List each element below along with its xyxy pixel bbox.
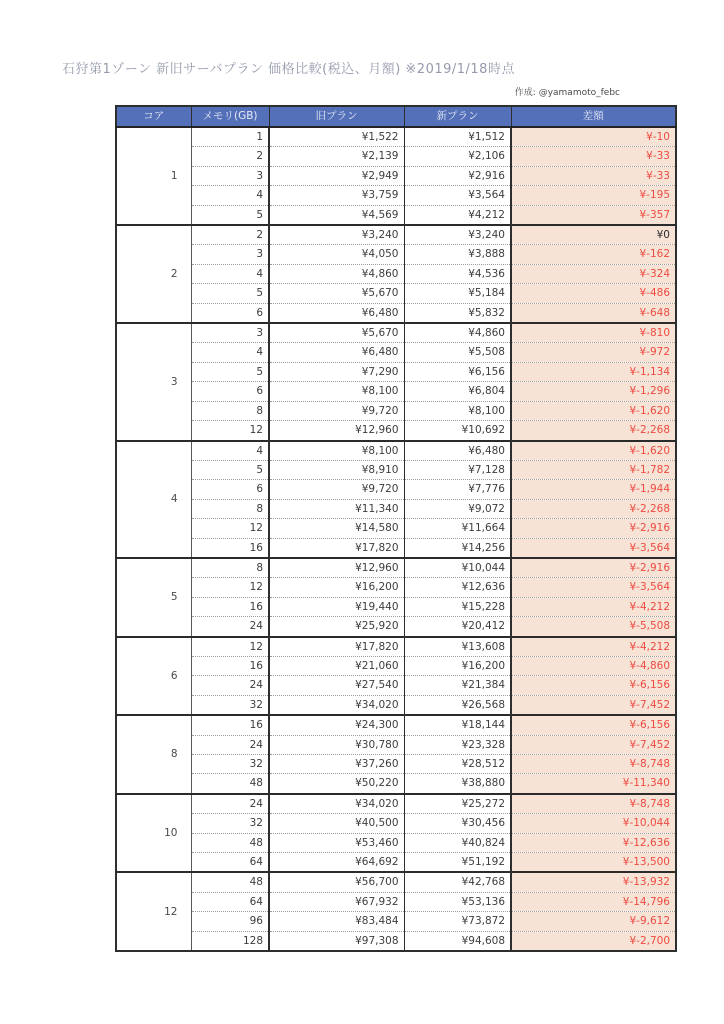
new-plan-price: ¥26,568	[404, 695, 511, 715]
new-plan-price: ¥40,824	[404, 833, 511, 852]
old-plan-price: ¥27,540	[269, 676, 404, 695]
new-plan-price: ¥51,192	[404, 853, 511, 873]
diff-value: ¥-4,860	[511, 656, 676, 675]
diff-value: ¥-486	[511, 284, 676, 303]
new-plan-price: ¥28,512	[404, 755, 511, 774]
diff-value: ¥-1,620	[511, 441, 676, 461]
memory-value: 32	[191, 814, 269, 833]
memory-value: 16	[191, 715, 269, 735]
memory-value: 96	[191, 912, 269, 931]
diff-value: ¥0	[511, 225, 676, 245]
old-plan-price: ¥11,340	[269, 499, 404, 518]
table-row	[116, 892, 676, 911]
old-plan-price: ¥2,949	[269, 166, 404, 185]
table-row	[116, 343, 676, 362]
table-row	[116, 617, 676, 637]
table-row	[116, 303, 676, 323]
table-row	[116, 872, 676, 892]
diff-value: ¥-14,796	[511, 892, 676, 911]
memory-value: 2	[191, 147, 269, 166]
new-plan-price: ¥8,100	[404, 401, 511, 420]
memory-value: 3	[191, 323, 269, 343]
memory-value: 128	[191, 931, 269, 951]
diff-value: ¥-162	[511, 245, 676, 264]
table-row	[116, 147, 676, 166]
diff-value: ¥-4,212	[511, 637, 676, 657]
diff-value: ¥-972	[511, 343, 676, 362]
core-value: 12	[116, 872, 191, 951]
table-row	[116, 186, 676, 205]
memory-value: 64	[191, 853, 269, 873]
table-row	[116, 519, 676, 538]
old-plan-price: ¥24,300	[269, 715, 404, 735]
new-plan-price: ¥11,664	[404, 519, 511, 538]
diff-value: ¥-13,932	[511, 872, 676, 892]
table-row	[116, 695, 676, 715]
old-plan-price: ¥16,200	[269, 578, 404, 597]
table-row	[116, 538, 676, 558]
core-value: 3	[116, 323, 191, 440]
new-plan-price: ¥18,144	[404, 715, 511, 735]
diff-value: ¥-3,564	[511, 578, 676, 597]
memory-value: 12	[191, 519, 269, 538]
diff-value: ¥-8,748	[511, 794, 676, 814]
new-plan-price: ¥23,328	[404, 735, 511, 754]
diff-value: ¥-195	[511, 186, 676, 205]
new-plan-price: ¥5,508	[404, 343, 511, 362]
new-plan-price: ¥3,240	[404, 225, 511, 245]
old-plan-price: ¥1,522	[269, 127, 404, 147]
memory-value: 48	[191, 833, 269, 852]
old-plan-price: ¥4,860	[269, 264, 404, 283]
old-plan-price: ¥4,050	[269, 245, 404, 264]
diff-value: ¥-33	[511, 166, 676, 185]
memory-value: 48	[191, 872, 269, 892]
old-plan-price: ¥17,820	[269, 538, 404, 558]
new-plan-price: ¥1,512	[404, 127, 511, 147]
table-row	[116, 441, 676, 461]
new-plan-price: ¥14,256	[404, 538, 511, 558]
old-plan-price: ¥6,480	[269, 343, 404, 362]
core-value: 5	[116, 558, 191, 637]
memory-value: 48	[191, 774, 269, 794]
new-plan-price: ¥20,412	[404, 617, 511, 637]
table-row	[116, 833, 676, 852]
new-plan-price: ¥6,480	[404, 441, 511, 461]
memory-value: 12	[191, 637, 269, 657]
diff-value: ¥-1,296	[511, 382, 676, 401]
new-plan-price: ¥38,880	[404, 774, 511, 794]
old-plan-price: ¥8,100	[269, 382, 404, 401]
new-plan-price: ¥12,636	[404, 578, 511, 597]
diff-value: ¥-1,782	[511, 460, 676, 479]
memory-value: 32	[191, 755, 269, 774]
diff-value: ¥-2,268	[511, 421, 676, 441]
old-plan-price: ¥50,220	[269, 774, 404, 794]
core-value: 4	[116, 441, 191, 558]
diff-value: ¥-7,452	[511, 695, 676, 715]
old-plan-price: ¥25,920	[269, 617, 404, 637]
new-plan-price: ¥6,156	[404, 362, 511, 381]
diff-value: ¥-2,700	[511, 931, 676, 951]
memory-value: 16	[191, 656, 269, 675]
memory-value: 5	[191, 284, 269, 303]
memory-value: 6	[191, 382, 269, 401]
old-plan-price: ¥34,020	[269, 695, 404, 715]
new-plan-price: ¥30,456	[404, 814, 511, 833]
table-row	[116, 715, 676, 735]
old-plan-price: ¥53,460	[269, 833, 404, 852]
old-plan-price: ¥3,759	[269, 186, 404, 205]
memory-value: 5	[191, 362, 269, 381]
core-value: 8	[116, 715, 191, 794]
core-value: 6	[116, 637, 191, 716]
memory-value: 24	[191, 794, 269, 814]
new-plan-price: ¥6,804	[404, 382, 511, 401]
old-plan-price: ¥21,060	[269, 656, 404, 675]
price-comparison-table	[115, 105, 677, 952]
memory-value: 6	[191, 303, 269, 323]
old-plan-price: ¥2,139	[269, 147, 404, 166]
memory-value: 64	[191, 892, 269, 911]
table-row	[116, 814, 676, 833]
header-memory: メモリ(GB)	[191, 106, 269, 127]
memory-value: 8	[191, 558, 269, 578]
memory-value: 5	[191, 460, 269, 479]
old-plan-price: ¥40,500	[269, 814, 404, 833]
author-credit: 作成: @yamamoto_febc	[514, 88, 620, 98]
memory-value: 4	[191, 441, 269, 461]
new-plan-price: ¥5,832	[404, 303, 511, 323]
new-plan-price: ¥16,200	[404, 656, 511, 675]
core-value: 10	[116, 794, 191, 873]
old-plan-price: ¥97,308	[269, 931, 404, 951]
old-plan-price: ¥12,960	[269, 421, 404, 441]
diff-value: ¥-5,508	[511, 617, 676, 637]
diff-value: ¥-2,268	[511, 499, 676, 518]
table-row	[116, 480, 676, 499]
memory-value: 8	[191, 401, 269, 420]
diff-value: ¥-12,636	[511, 833, 676, 852]
diff-value: ¥-6,156	[511, 676, 676, 695]
diff-value: ¥-4,212	[511, 597, 676, 616]
diff-value: ¥-10,044	[511, 814, 676, 833]
new-plan-price: ¥94,608	[404, 931, 511, 951]
new-plan-price: ¥3,888	[404, 245, 511, 264]
table-row	[116, 460, 676, 479]
old-plan-price: ¥64,692	[269, 853, 404, 873]
diff-value: ¥-324	[511, 264, 676, 283]
memory-value: 4	[191, 186, 269, 205]
new-plan-price: ¥13,608	[404, 637, 511, 657]
memory-value: 2	[191, 225, 269, 245]
old-plan-price: ¥5,670	[269, 323, 404, 343]
new-plan-price: ¥2,106	[404, 147, 511, 166]
memory-value: 8	[191, 499, 269, 518]
memory-value: 12	[191, 421, 269, 441]
old-plan-price: ¥12,960	[269, 558, 404, 578]
old-plan-price: ¥9,720	[269, 401, 404, 420]
table-row	[116, 578, 676, 597]
diff-value: ¥-2,916	[511, 558, 676, 578]
old-plan-price: ¥14,580	[269, 519, 404, 538]
new-plan-price: ¥5,184	[404, 284, 511, 303]
header-row	[116, 106, 676, 127]
core-value: 1	[116, 127, 191, 225]
new-plan-price: ¥53,136	[404, 892, 511, 911]
table-row	[116, 558, 676, 578]
header-old-plan: 旧プラン	[269, 106, 404, 127]
diff-value: ¥-9,612	[511, 912, 676, 931]
table-row	[116, 637, 676, 657]
header-new-plan: 新プラン	[404, 106, 511, 127]
table-row	[116, 284, 676, 303]
table-row	[116, 597, 676, 616]
memory-value: 3	[191, 245, 269, 264]
memory-value: 6	[191, 480, 269, 499]
table-row	[116, 205, 676, 225]
old-plan-price: ¥67,932	[269, 892, 404, 911]
new-plan-price: ¥2,916	[404, 166, 511, 185]
page-title: 石狩第1ゾーン 新旧サーバプラン 価格比較(税込、月額) ※2019/1/18時点	[62, 62, 515, 77]
table-row	[116, 735, 676, 754]
new-plan-price: ¥15,228	[404, 597, 511, 616]
memory-value: 32	[191, 695, 269, 715]
table-row	[116, 264, 676, 283]
old-plan-price: ¥34,020	[269, 794, 404, 814]
table-row	[116, 499, 676, 518]
new-plan-price: ¥10,692	[404, 421, 511, 441]
old-plan-price: ¥83,484	[269, 912, 404, 931]
table-body	[116, 127, 676, 951]
old-plan-price: ¥9,720	[269, 480, 404, 499]
table-row	[116, 794, 676, 814]
core-value: 2	[116, 225, 191, 323]
new-plan-price: ¥42,768	[404, 872, 511, 892]
old-plan-price: ¥6,480	[269, 303, 404, 323]
old-plan-price: ¥7,290	[269, 362, 404, 381]
new-plan-price: ¥7,776	[404, 480, 511, 499]
table-row	[116, 225, 676, 245]
memory-value: 4	[191, 343, 269, 362]
diff-value: ¥-1,944	[511, 480, 676, 499]
new-plan-price: ¥4,212	[404, 205, 511, 225]
old-plan-price: ¥3,240	[269, 225, 404, 245]
table-row	[116, 774, 676, 794]
table-row	[116, 166, 676, 185]
table-row	[116, 912, 676, 931]
memory-value: 1	[191, 127, 269, 147]
diff-value: ¥-10	[511, 127, 676, 147]
new-plan-price: ¥25,272	[404, 794, 511, 814]
old-plan-price: ¥5,670	[269, 284, 404, 303]
diff-value: ¥-7,452	[511, 735, 676, 754]
diff-value: ¥-8,748	[511, 755, 676, 774]
diff-value: ¥-648	[511, 303, 676, 323]
memory-value: 3	[191, 166, 269, 185]
table-row	[116, 421, 676, 441]
table-row	[116, 127, 676, 147]
memory-value: 24	[191, 676, 269, 695]
diff-value: ¥-11,340	[511, 774, 676, 794]
memory-value: 24	[191, 735, 269, 754]
diff-value: ¥-6,156	[511, 715, 676, 735]
table-row	[116, 755, 676, 774]
diff-value: ¥-357	[511, 205, 676, 225]
new-plan-price: ¥4,536	[404, 264, 511, 283]
new-plan-price: ¥10,044	[404, 558, 511, 578]
new-plan-price: ¥73,872	[404, 912, 511, 931]
diff-value: ¥-2,916	[511, 519, 676, 538]
diff-value: ¥-1,620	[511, 401, 676, 420]
old-plan-price: ¥56,700	[269, 872, 404, 892]
table-row	[116, 853, 676, 873]
table-row	[116, 323, 676, 343]
old-plan-price: ¥17,820	[269, 637, 404, 657]
old-plan-price: ¥4,569	[269, 205, 404, 225]
diff-value: ¥-13,500	[511, 853, 676, 873]
table-row	[116, 931, 676, 951]
memory-value: 16	[191, 538, 269, 558]
memory-value: 12	[191, 578, 269, 597]
diff-value: ¥-33	[511, 147, 676, 166]
old-plan-price: ¥8,910	[269, 460, 404, 479]
header-diff: 差額	[511, 106, 676, 127]
diff-value: ¥-810	[511, 323, 676, 343]
table-row	[116, 401, 676, 420]
table-row	[116, 676, 676, 695]
old-plan-price: ¥30,780	[269, 735, 404, 754]
table-row	[116, 245, 676, 264]
old-plan-price: ¥8,100	[269, 441, 404, 461]
memory-value: 4	[191, 264, 269, 283]
memory-value: 24	[191, 617, 269, 637]
new-plan-price: ¥4,860	[404, 323, 511, 343]
header-core: コア	[116, 106, 191, 127]
old-plan-price: ¥37,260	[269, 755, 404, 774]
table-row	[116, 362, 676, 381]
new-plan-price: ¥21,384	[404, 676, 511, 695]
table-row	[116, 656, 676, 675]
new-plan-price: ¥7,128	[404, 460, 511, 479]
memory-value: 5	[191, 205, 269, 225]
new-plan-price: ¥3,564	[404, 186, 511, 205]
memory-value: 16	[191, 597, 269, 616]
diff-value: ¥-1,134	[511, 362, 676, 381]
old-plan-price: ¥19,440	[269, 597, 404, 616]
diff-value: ¥-3,564	[511, 538, 676, 558]
table-row	[116, 382, 676, 401]
new-plan-price: ¥9,072	[404, 499, 511, 518]
